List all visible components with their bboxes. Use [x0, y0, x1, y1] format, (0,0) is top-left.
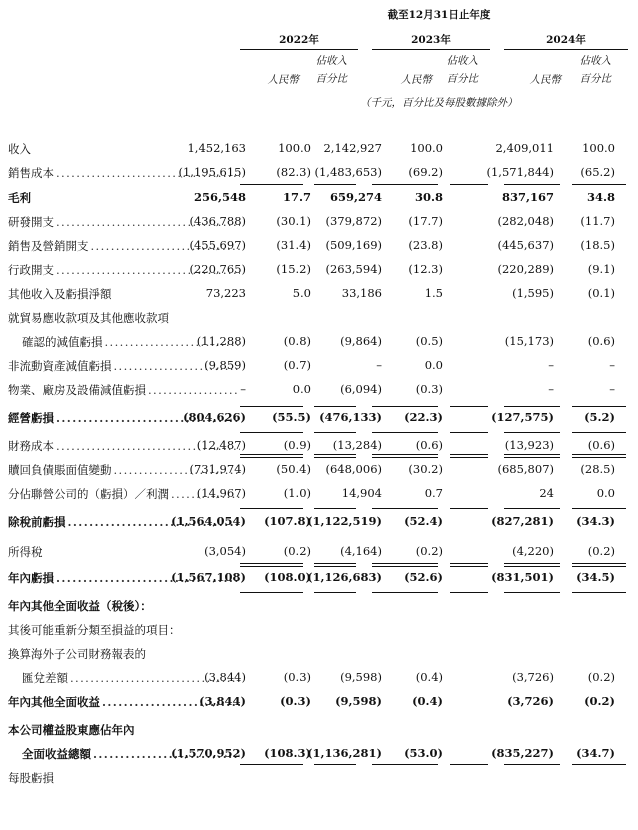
- table-row: [0, 594, 638, 618]
- row-label: [8, 190, 308, 206]
- unit-note: （千元，百分比及每股數據除外）: [360, 97, 518, 109]
- row-label-text: 研發開支: [8, 215, 54, 229]
- row-value: (108.3): [264, 746, 311, 760]
- table-row: [0, 161, 638, 185]
- table-row: [0, 540, 638, 564]
- rule-line: [572, 406, 626, 407]
- row-label-text: 就貿易應收款項及其他應收款項: [8, 311, 169, 325]
- row-label-text: 全面收益總額: [22, 747, 91, 761]
- row-value: (0.9): [283, 438, 311, 452]
- table-row: [0, 642, 638, 666]
- rule-line: [314, 432, 356, 433]
- col-rmb-2022: 人民幣: [267, 74, 299, 86]
- row-label-text: 其後可能重新分類至損益的項目：: [8, 623, 181, 637]
- row-value: 24: [539, 486, 554, 500]
- rule-line: [572, 454, 626, 455]
- row-value: (0.2): [283, 544, 311, 558]
- row-value: (53.0): [404, 746, 443, 760]
- row-label-text: 收入: [8, 142, 31, 156]
- rule-line: [240, 508, 303, 509]
- row-value: (3,054): [204, 544, 246, 558]
- rule-line: [372, 563, 438, 564]
- row-value: (12.3): [408, 262, 443, 276]
- row-value: (0.2): [587, 670, 615, 684]
- rule-line: [450, 432, 488, 433]
- row-value: (379,872): [325, 214, 382, 228]
- row-value: 100.0: [582, 141, 615, 155]
- row-value: 2,142,927: [323, 141, 382, 155]
- row-value: (0.6): [415, 438, 443, 452]
- rule-line: [240, 592, 303, 593]
- row-value: (11.7): [580, 214, 615, 228]
- row-value: (476,133): [319, 410, 382, 424]
- row-label-text: 分佔聯營公司的（虧損）／利潤: [8, 487, 169, 501]
- row-value: –: [240, 382, 246, 396]
- row-label-text: 本公司權益股東應佔年內: [8, 723, 135, 737]
- row-value: (15,173): [504, 334, 554, 348]
- row-label-text: 年內虧損: [8, 571, 54, 585]
- rule-line: [504, 457, 560, 458]
- rule-line: [372, 454, 438, 455]
- rule-line: [372, 432, 438, 433]
- table-row: [0, 354, 638, 378]
- row-value: (55.5): [272, 410, 311, 424]
- rule-line: [504, 406, 560, 407]
- row-value: (34.5): [576, 570, 615, 584]
- table-row: [0, 186, 638, 210]
- rule-line: [504, 566, 560, 567]
- row-value: (0.3): [415, 382, 443, 396]
- row-value: 14,904: [341, 486, 382, 500]
- rule-line: [572, 457, 626, 458]
- row-label: [8, 544, 308, 560]
- row-value: (263,594): [325, 262, 382, 276]
- row-label: [8, 770, 308, 786]
- row-value: (4,164): [340, 544, 382, 558]
- row-label-text: 經營虧損: [8, 411, 54, 425]
- row-value: (6,094): [340, 382, 382, 396]
- row-label-text: 銷售及營銷開支: [8, 239, 89, 253]
- rule-line: [314, 457, 356, 458]
- row-value: (13,284): [332, 438, 382, 452]
- rule-line: [504, 432, 560, 433]
- row-value: (0.3): [280, 694, 311, 708]
- row-value: (1,564,054): [171, 514, 246, 528]
- rule-line: [314, 184, 356, 185]
- rule-line: [372, 457, 438, 458]
- rule-line: [240, 406, 303, 407]
- row-value: 100.0: [410, 141, 443, 155]
- row-value: (5.2): [584, 410, 615, 424]
- col-pct-2024: 佔收入 百分比: [579, 55, 611, 85]
- row-label-text: 年內其他全面收益（稅後）：: [8, 599, 152, 613]
- col-rmb-2023: 人民幣: [400, 74, 432, 86]
- row-label-text: 其他收入及虧損淨額: [8, 287, 112, 301]
- row-value: (1,571,844): [486, 165, 554, 179]
- row-label: [8, 310, 308, 326]
- rule-line: [372, 406, 438, 407]
- year-underline-2023: [372, 49, 490, 50]
- row-value: (30.1): [276, 214, 311, 228]
- row-value: (1,136,281): [307, 746, 382, 760]
- table-row: [0, 330, 638, 354]
- table-row: [0, 482, 638, 506]
- year-underline-2024: [504, 49, 628, 50]
- row-value: (3,844): [199, 694, 246, 708]
- rule-line: [572, 764, 626, 765]
- table-row: [0, 234, 638, 258]
- table-row: [0, 718, 638, 742]
- row-label: [8, 598, 308, 614]
- row-value: (22.3): [404, 410, 443, 424]
- row-value: (3,844): [204, 670, 246, 684]
- rule-line: [450, 454, 488, 455]
- rule-line: [314, 764, 356, 765]
- row-value: 5.0: [292, 286, 311, 300]
- rule-line: [314, 454, 356, 455]
- row-value: (18.5): [580, 238, 615, 252]
- row-label: [8, 382, 240, 398]
- table-row: [0, 766, 638, 790]
- row-label-text: 換算海外子公司財務報表的: [8, 647, 146, 661]
- row-value: (9,598): [335, 694, 382, 708]
- table-row: [0, 618, 638, 642]
- row-value: (827,281): [491, 514, 554, 528]
- row-value: (4,220): [512, 544, 554, 558]
- row-value: (220,765): [189, 262, 246, 276]
- row-value: (685,807): [497, 462, 554, 476]
- row-value: 30.8: [414, 190, 443, 204]
- row-value: –: [548, 358, 554, 372]
- row-value: (108.0): [264, 570, 311, 584]
- year-2022: 2022年: [279, 34, 319, 46]
- row-value: (1.0): [283, 486, 311, 500]
- row-value: (831,501): [491, 570, 554, 584]
- row-value: (15.2): [276, 262, 311, 276]
- rule-line: [504, 592, 560, 593]
- row-value: (0.1): [587, 286, 615, 300]
- row-value: 73,223: [205, 286, 246, 300]
- rule-line: [240, 454, 303, 455]
- rule-line: [314, 566, 356, 567]
- row-value: (12,487): [196, 438, 246, 452]
- row-value: –: [376, 358, 382, 372]
- row-value: 0.0: [292, 382, 311, 396]
- table-row: [0, 406, 638, 430]
- table-row: [0, 742, 638, 766]
- row-value: (455,697): [189, 238, 246, 252]
- rule-line: [240, 457, 303, 458]
- row-value: (0.8): [283, 334, 311, 348]
- rule-line: [572, 508, 626, 509]
- row-value: (1,595): [512, 286, 554, 300]
- row-value: (1,195,615): [178, 165, 246, 179]
- row-value: (1,122,519): [307, 514, 382, 528]
- row-label-text: 每股虧損: [8, 771, 54, 785]
- row-value: (31.4): [276, 238, 311, 252]
- rule-line: [504, 454, 560, 455]
- rule-line: [372, 566, 438, 567]
- row-value: (13,923): [504, 438, 554, 452]
- row-label-text: 銷售成本: [8, 166, 54, 180]
- rule-line: [572, 184, 626, 185]
- row-value: 0.7: [424, 486, 443, 500]
- row-value: –: [609, 358, 615, 372]
- row-value: (731,974): [189, 462, 246, 476]
- rule-line: [572, 592, 626, 593]
- table-row: [0, 306, 638, 330]
- row-value: (69.2): [408, 165, 443, 179]
- row-value: 0.0: [596, 486, 615, 500]
- table-row: [0, 666, 638, 690]
- table-row: [0, 378, 638, 402]
- row-value: 2,409,011: [495, 141, 554, 155]
- row-value: (127,575): [491, 410, 554, 424]
- row-value: 33,186: [341, 286, 382, 300]
- row-value: (1,570,952): [171, 746, 246, 760]
- row-label-text: 贖回負債賬面值變動: [8, 463, 112, 477]
- row-value: (9,864): [340, 334, 382, 348]
- row-value: (50.4): [276, 462, 311, 476]
- row-value: 34.8: [586, 190, 615, 204]
- rule-line: [450, 566, 488, 567]
- row-value: (52.6): [404, 570, 443, 584]
- col-pct-2022: 佔收入 百分比: [315, 55, 347, 85]
- rule-line: [504, 184, 560, 185]
- table-row: [0, 137, 638, 161]
- row-label-text: 物業、廠房及設備減值虧損: [8, 383, 146, 397]
- row-value: (82.3): [276, 165, 311, 179]
- rule-line: [240, 184, 303, 185]
- row-label: [8, 141, 308, 157]
- row-value: (3,726): [507, 694, 554, 708]
- row-value: (52.4): [404, 514, 443, 528]
- table-row: [0, 210, 638, 234]
- row-value: (65.2): [580, 165, 615, 179]
- row-value: (23.8): [408, 238, 443, 252]
- row-value: (445,637): [497, 238, 554, 252]
- row-value: (835,227): [491, 746, 554, 760]
- row-value: (0.5): [415, 334, 443, 348]
- row-value: (0.2): [415, 544, 443, 558]
- row-label: [8, 646, 308, 662]
- rule-line: [450, 406, 488, 407]
- row-value: (0.2): [587, 544, 615, 558]
- row-value: (436,788): [189, 214, 246, 228]
- row-value: (1,567,108): [171, 570, 246, 584]
- row-value: 0.0: [424, 358, 443, 372]
- row-value: (14,967): [196, 486, 246, 500]
- rule-line: [572, 566, 626, 567]
- row-label-text: 毛利: [8, 191, 31, 205]
- period-heading: 截至12月31日止年度: [387, 9, 491, 21]
- row-value: (282,048): [497, 214, 554, 228]
- row-label-text: 行政開支: [8, 263, 54, 277]
- year-underline-2022: [240, 49, 358, 50]
- rule-line: [372, 592, 438, 593]
- table-row: [0, 258, 638, 282]
- row-label-text: 所得稅: [8, 545, 43, 559]
- row-value: (9.1): [587, 262, 615, 276]
- row-value: (17.7): [408, 214, 443, 228]
- row-label-text: 除稅前虧損: [8, 515, 66, 529]
- row-label-text: 確認的減值虧損: [22, 335, 103, 349]
- row-value: (107.8): [264, 514, 311, 528]
- row-value: –: [609, 382, 615, 396]
- rule-line: [504, 563, 560, 564]
- row-label: [8, 622, 308, 638]
- row-value: (648,006): [325, 462, 382, 476]
- rule-line: [450, 592, 488, 593]
- rule-line: [450, 184, 488, 185]
- rule-line: [572, 432, 626, 433]
- row-label-text: 非流動資產減值虧損: [8, 359, 112, 373]
- row-value: (1,483,653): [314, 165, 382, 179]
- row-label-text: 財務成本: [8, 439, 54, 453]
- row-value: (1,126,683): [307, 570, 382, 584]
- rule-line: [314, 508, 356, 509]
- rule-line: [450, 563, 488, 564]
- row-label-text: 年內其他全面收益: [8, 695, 100, 709]
- row-value: (11,288): [196, 334, 246, 348]
- rule-line: [372, 508, 438, 509]
- row-label: [8, 286, 308, 302]
- rule-line: [240, 566, 303, 567]
- table-row: [0, 282, 638, 306]
- year-2024: 2024年: [546, 34, 586, 46]
- rule-line: [372, 764, 438, 765]
- row-value: 1,452,163: [187, 141, 246, 155]
- row-value: (804,626): [183, 410, 246, 424]
- row-value: 659,274: [329, 190, 382, 204]
- row-value: (0.6): [587, 438, 615, 452]
- rule-line: [240, 764, 303, 765]
- row-value: (0.4): [412, 694, 443, 708]
- row-value: –: [548, 382, 554, 396]
- year-2023: 2023年: [411, 34, 451, 46]
- table-row: [0, 566, 638, 590]
- row-label-text: 匯兌差額: [22, 671, 68, 685]
- col-rmb-2024: 人民幣: [529, 74, 561, 86]
- row-value: (0.7): [283, 358, 311, 372]
- col-pct-2023: 佔收入 百分比: [446, 55, 478, 85]
- row-value: (30.2): [408, 462, 443, 476]
- row-value: (220,289): [497, 262, 554, 276]
- row-value: 100.0: [278, 141, 311, 155]
- rule-line: [314, 563, 356, 564]
- row-value: (0.2): [584, 694, 615, 708]
- rule-line: [314, 406, 356, 407]
- rule-line: [450, 508, 488, 509]
- rule-line: [240, 563, 303, 564]
- row-value: 837,167: [501, 190, 554, 204]
- row-value: (9,859): [204, 358, 246, 372]
- row-value: (509,169): [325, 238, 382, 252]
- table-row: [0, 690, 638, 714]
- row-value: 256,548: [193, 190, 246, 204]
- row-value: 1.5: [424, 286, 443, 300]
- rule-line: [572, 563, 626, 564]
- rule-line: [504, 508, 560, 509]
- row-label: [8, 722, 308, 738]
- rule-line: [450, 457, 488, 458]
- rule-line: [450, 764, 488, 765]
- table-row: [0, 458, 638, 482]
- row-value: (28.5): [580, 462, 615, 476]
- row-value: (0.6): [587, 334, 615, 348]
- rule-line: [504, 764, 560, 765]
- row-value: 17.7: [282, 190, 311, 204]
- rule-line: [372, 184, 438, 185]
- rule-line: [240, 432, 303, 433]
- row-value: (9,598): [340, 670, 382, 684]
- table-row: [0, 510, 638, 534]
- row-value: (0.3): [283, 670, 311, 684]
- row-value: (3,726): [512, 670, 554, 684]
- row-value: (34.3): [576, 514, 615, 528]
- rule-line: [314, 592, 356, 593]
- row-value: (34.7): [576, 746, 615, 760]
- row-value: (0.4): [415, 670, 443, 684]
